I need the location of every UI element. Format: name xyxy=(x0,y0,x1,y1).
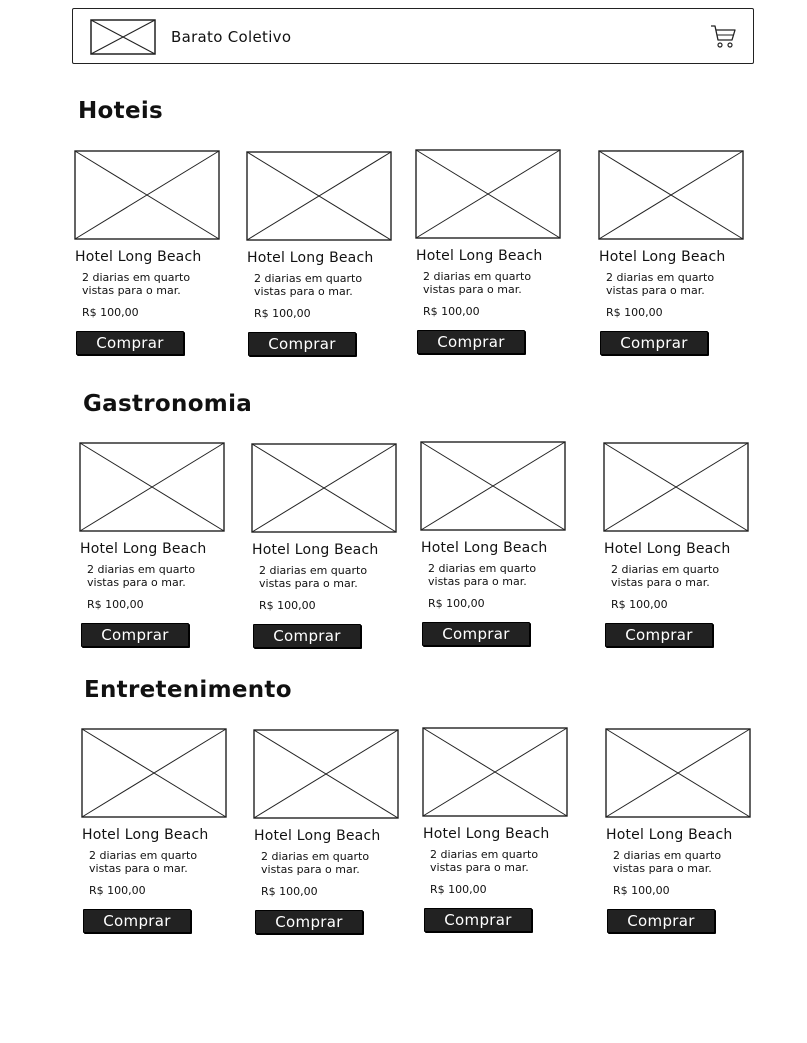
header-bar xyxy=(72,8,754,64)
product-description: 2 diarias em quarto vistas para o mar. xyxy=(613,849,722,875)
brand-name: Barato Coletivo xyxy=(171,28,292,46)
product-description: 2 diarias em quarto vistas para o mar. xyxy=(254,272,363,298)
product-price: R$ 100,00 xyxy=(89,884,146,897)
buy-button[interactable]: Comprar xyxy=(81,623,189,647)
product-name: Hotel Long Beach xyxy=(254,828,381,844)
product-card xyxy=(420,441,570,651)
product-card xyxy=(415,149,565,359)
section-title-entretenimento: Entretenimento xyxy=(84,677,292,703)
product-name: Hotel Long Beach xyxy=(604,541,731,557)
image-placeholder-icon xyxy=(251,443,397,533)
buy-button[interactable]: Comprar xyxy=(424,908,532,932)
product-price: R$ 100,00 xyxy=(254,307,311,320)
product-description: 2 diarias em quarto vistas para o mar. xyxy=(259,564,368,590)
product-card xyxy=(598,150,748,360)
buy-button[interactable]: Comprar xyxy=(255,910,363,934)
buy-button[interactable]: Comprar xyxy=(605,623,713,647)
product-card xyxy=(74,150,224,360)
shopping-cart-icon[interactable] xyxy=(709,22,737,50)
image-placeholder-icon xyxy=(246,151,392,241)
buy-button[interactable]: Comprar xyxy=(600,331,708,355)
product-name: Hotel Long Beach xyxy=(599,249,726,265)
product-description: 2 diarias em quarto vistas para o mar. xyxy=(611,563,720,589)
product-price: R$ 100,00 xyxy=(428,597,485,610)
product-description: 2 diarias em quarto vistas para o mar. xyxy=(87,563,196,589)
product-card xyxy=(603,442,753,652)
product-name: Hotel Long Beach xyxy=(82,827,209,843)
section-title-gastronomia: Gastronomia xyxy=(83,391,253,417)
image-placeholder-icon xyxy=(74,150,220,240)
product-price: R$ 100,00 xyxy=(259,599,316,612)
product-card xyxy=(81,728,231,938)
buy-button[interactable]: Comprar xyxy=(248,332,356,356)
product-description: 2 diarias em quarto vistas para o mar. xyxy=(428,562,537,588)
product-description: 2 diarias em quarto vistas para o mar. xyxy=(423,270,532,296)
image-placeholder-icon xyxy=(605,728,751,818)
image-placeholder-icon xyxy=(420,441,566,531)
product-description: 2 diarias em quarto vistas para o mar. xyxy=(606,271,715,297)
image-placeholder-icon xyxy=(81,728,227,818)
image-placeholder-icon xyxy=(79,442,225,532)
image-placeholder-icon[interactable] xyxy=(90,19,156,55)
buy-button[interactable]: Comprar xyxy=(76,331,184,355)
product-price: R$ 100,00 xyxy=(611,598,668,611)
product-description: 2 diarias em quarto vistas para o mar. xyxy=(89,849,198,875)
image-placeholder-icon xyxy=(598,150,744,240)
product-name: Hotel Long Beach xyxy=(606,827,733,843)
section-title-hoteis: Hoteis xyxy=(78,98,164,124)
product-price: R$ 100,00 xyxy=(261,885,318,898)
image-placeholder-icon xyxy=(415,149,561,239)
product-price: R$ 100,00 xyxy=(613,884,670,897)
product-price: R$ 100,00 xyxy=(87,598,144,611)
product-card xyxy=(422,727,572,937)
buy-button[interactable]: Comprar xyxy=(607,909,715,933)
buy-button[interactable]: Comprar xyxy=(422,622,530,646)
product-name: Hotel Long Beach xyxy=(80,541,207,557)
product-card xyxy=(246,151,396,361)
product-name: Hotel Long Beach xyxy=(252,542,379,558)
image-placeholder-icon xyxy=(603,442,749,532)
product-name: Hotel Long Beach xyxy=(75,249,202,265)
product-card xyxy=(251,443,401,653)
buy-button[interactable]: Comprar xyxy=(253,624,361,648)
product-card xyxy=(253,729,403,939)
image-placeholder-icon xyxy=(253,729,399,819)
product-description: 2 diarias em quarto vistas para o mar. xyxy=(261,850,370,876)
product-name: Hotel Long Beach xyxy=(421,540,548,556)
product-name: Hotel Long Beach xyxy=(416,248,543,264)
buy-button[interactable]: Comprar xyxy=(83,909,191,933)
product-price: R$ 100,00 xyxy=(423,305,480,318)
image-placeholder-icon xyxy=(422,727,568,817)
product-price: R$ 100,00 xyxy=(430,883,487,896)
product-card xyxy=(79,442,229,652)
product-name: Hotel Long Beach xyxy=(247,250,374,266)
product-price: R$ 100,00 xyxy=(82,306,139,319)
product-price: R$ 100,00 xyxy=(606,306,663,319)
product-description: 2 diarias em quarto vistas para o mar. xyxy=(82,271,191,297)
product-description: 2 diarias em quarto vistas para o mar. xyxy=(430,848,539,874)
product-name: Hotel Long Beach xyxy=(423,826,550,842)
product-card xyxy=(605,728,755,938)
buy-button[interactable]: Comprar xyxy=(417,330,525,354)
